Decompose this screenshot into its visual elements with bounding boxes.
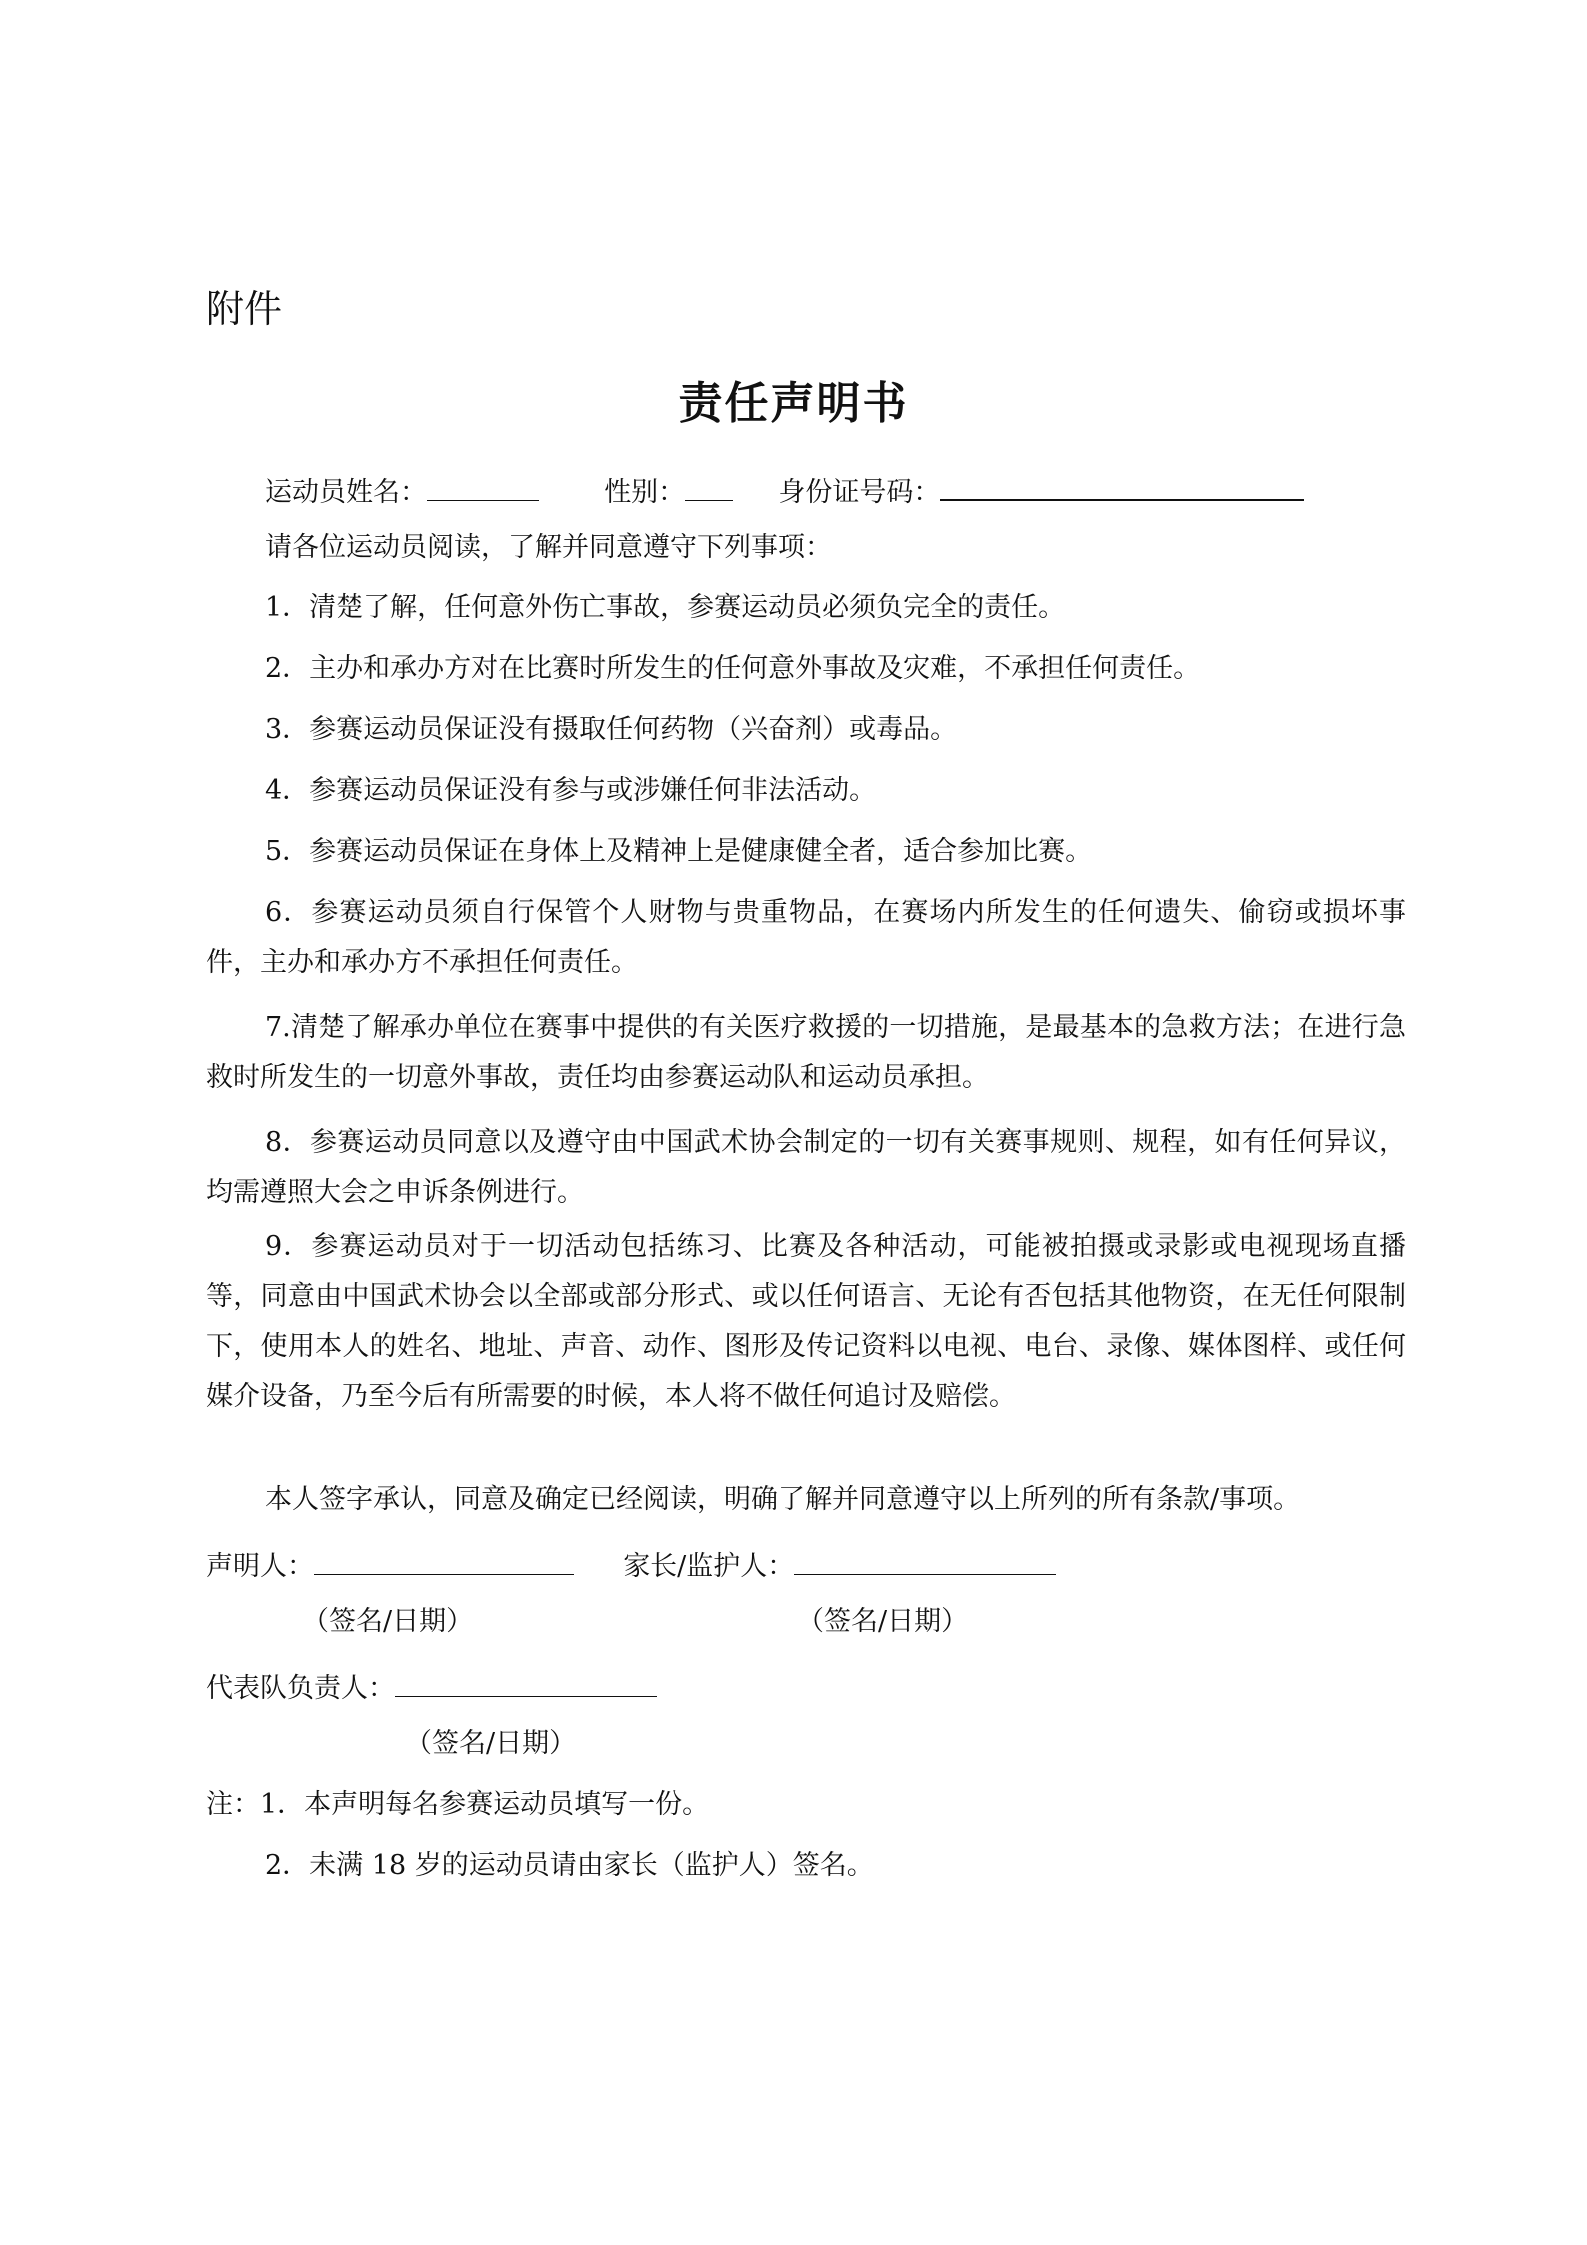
id-number-field[interactable]: [940, 472, 1304, 501]
item-3: 3．参赛运动员保证没有摄取任何药物（兴奋剂）或毒品。: [265, 714, 958, 745]
athlete-name-label: 运动员姓名：: [265, 477, 427, 508]
item-9: 9．参赛运动员对于一切活动包括练习、比赛及各种活动，可能被拍摄或录影或电视现场直播等，同意由中国武术协会以全部或部分形式、或以任何语言、无论有否包括其他物资，在无任何限制下，使用本人的姓名、地址、声音、动作、图形及传记资料以电视、电台、录像、媒体图样、或任何媒介设备，乃至今后有所需要的时候，本人将不做任何追讨及赔偿。: [206, 1231, 1406, 1412]
item-7: 7.清楚了解承办单位在赛事中提供的有关医疗救援的一切措施，是最基本的急救方法；在进行急救时所发生的一切意外事故，责任均由参赛运动队和运动员承担。: [206, 1012, 1406, 1093]
item-2: 2．主办和承办方对在比赛时所发生的任何意外事故及灾难，不承担任何责任。: [265, 653, 1201, 684]
item-5: 5．参赛运动员保证在身体上及精神上是健康健全者，适合参加比赛。: [265, 836, 1093, 867]
declarant-signature-field[interactable]: [314, 1547, 574, 1575]
gender-label: 性别：: [604, 477, 686, 508]
item-4: 4．参赛运动员保证没有参与或涉嫌任何非法活动。: [265, 775, 877, 806]
personal-info-row: [265, 472, 1304, 506]
guardian-sign-date: （签名/日期）: [797, 1606, 969, 1637]
team-leader-sign-date: （签名/日期）: [405, 1728, 577, 1759]
attachment-heading: 附件: [206, 287, 283, 331]
id-number-label: 身份证号码：: [778, 477, 941, 508]
declarant-label: 声明人：: [206, 1551, 314, 1582]
team-leader-row: [206, 1669, 657, 1702]
athlete-name-field[interactable]: [427, 473, 539, 501]
note-1: 注：1．本声明每名参赛运动员填写一份。: [206, 1789, 710, 1820]
item-8: 8．参赛运动员同意以及遵守由中国武术协会制定的一切有关赛事规则、规程，如有任何异议，均需遵照大会之申诉条例进行。: [206, 1127, 1406, 1208]
guardian-label: 家长/监护人：: [623, 1551, 795, 1582]
gender-field[interactable]: [685, 473, 733, 501]
team-leader-signature-field[interactable]: [395, 1669, 657, 1697]
intro-text: 请各位运动员阅读，了解并同意遵守下列事项：: [265, 532, 832, 563]
note-2: 2．未满 18 岁的运动员请由家长（监护人）签名。: [265, 1850, 874, 1881]
acknowledgement-text: 本人签字承认，同意及确定已经阅读，明确了解并同意遵守以上所列的所有条款/事项。: [265, 1484, 1301, 1515]
declarant-sign-date: （签名/日期）: [302, 1606, 474, 1637]
item-6: 6．参赛运动员须自行保管个人财物与贵重物品，在赛场内所发生的任何遗失、偷窃或损坏事件，主办和承办方不承担任何责任。: [206, 897, 1406, 978]
item-1: 1．清楚了解，任何意外伤亡事故，参赛运动员必须负完全的责任。: [265, 592, 1066, 623]
team-leader-label: 代表队负责人：: [206, 1673, 395, 1704]
document-title: 责任声明书: [678, 378, 909, 429]
guardian-signature-field[interactable]: [794, 1547, 1056, 1575]
declarant-row: [206, 1547, 1056, 1580]
